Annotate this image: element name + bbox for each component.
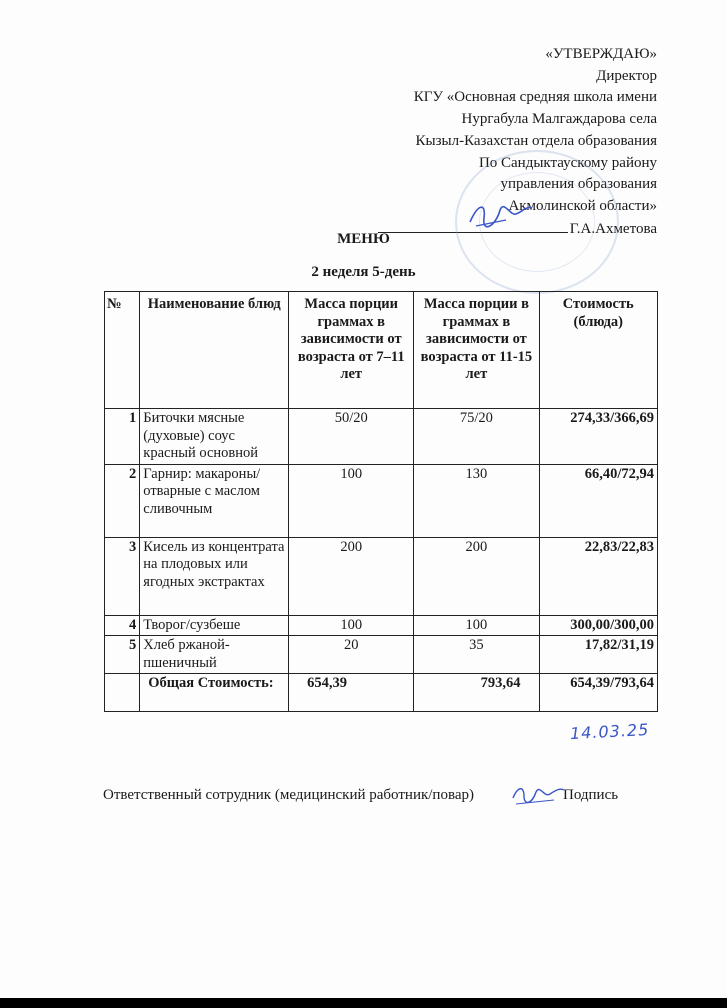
dish-name: Гарнир: макароны/отварные с маслом сливочным: [140, 464, 289, 537]
header-cost: Стоимость (блюда): [539, 292, 658, 409]
document-subtitle: 2 неделя 5-день: [311, 264, 416, 280]
mass-11-15: 200: [414, 537, 539, 615]
row-num: 1: [105, 409, 140, 465]
mass-7-11: 200: [289, 537, 414, 615]
row-num: 5: [105, 636, 140, 674]
mass-7-11: 100: [289, 615, 414, 636]
total-num-cell: [105, 674, 140, 712]
approval-org-line: управления образования: [500, 176, 657, 193]
approval-org-line: По Сандыктаускому району: [478, 154, 657, 171]
mass-7-11: 100: [289, 464, 414, 537]
row-num: 4: [105, 615, 140, 636]
header-mass-11-15: Масса порции в граммах в зависимости от возраста от 11-15 лет: [414, 292, 539, 409]
approval-org-line: КГУ «Основная средняя школа имени: [413, 89, 657, 106]
footer-signature-row: [103, 787, 703, 804]
approval-org-line: Кызыл-Казахстан отдела образования: [415, 132, 657, 149]
table-header-row: [105, 292, 658, 409]
handwritten-date: 14.03.25: [569, 719, 650, 744]
mass-11-15: 75/20: [414, 409, 539, 465]
director-signature: [466, 196, 536, 232]
staff-signature: [510, 780, 566, 810]
header-name: Наименование блюд: [140, 292, 289, 409]
table-row: [105, 464, 658, 537]
row-num: 2: [105, 464, 140, 537]
table-row: [105, 409, 658, 465]
approval-org-line: Акмолинской области»: [508, 197, 657, 214]
dish-cost: 300,00/300,00: [539, 615, 658, 636]
mass-11-15: 100: [414, 615, 539, 636]
document-title: МЕНЮ: [337, 231, 390, 247]
mass-11-15: 130: [414, 464, 539, 537]
dish-cost: 66,40/72,94: [539, 464, 658, 537]
approval-position: Директор: [596, 67, 657, 84]
total-mass-11-15: 793,64: [414, 674, 539, 712]
mass-7-11: 50/20: [289, 409, 414, 465]
approval-org-line: Нургабула Малгаждарова села: [461, 111, 657, 128]
header-mass-7-11: Масса порции граммах в зависимости от возраста от 7–11 лет: [289, 292, 414, 409]
dish-name: Биточки мясные (духовые) соус красный основной: [140, 409, 289, 465]
dish-name: Творог/сузбеше: [140, 615, 289, 636]
responsible-label: Ответственный сотрудник (медицинский работник/повар): [103, 787, 474, 803]
table-total-row: [105, 674, 658, 712]
total-mass-7-11: 654,39: [289, 674, 414, 712]
signature-label: Подпись: [563, 787, 619, 803]
dish-cost: 274,33/366,69: [539, 409, 658, 465]
table-row: [105, 615, 658, 636]
mass-7-11: 20: [289, 636, 414, 674]
total-label: Общая Стоимость:: [140, 674, 289, 712]
dish-cost: 22,83/22,83: [539, 537, 658, 615]
total-cost: 654,39/793,64: [539, 674, 658, 712]
mass-11-15: 35: [414, 636, 539, 674]
table-row: [105, 537, 658, 615]
table-row: [105, 636, 658, 674]
approval-signer: Г.А.Ахметова: [569, 220, 657, 237]
scan-border: [0, 998, 727, 1008]
header-num: №: [105, 292, 140, 409]
approval-header: «УТВЕРЖДАЮ»: [545, 46, 657, 62]
row-num: 3: [105, 537, 140, 615]
dish-name: Хлеб ржаной-пшеничный: [140, 636, 289, 674]
dish-cost: 17,82/31,19: [539, 636, 658, 674]
menu-table: [104, 291, 658, 712]
dish-name: Кисель из концентрата на плодовых или ягодных экстрактах: [140, 537, 289, 615]
